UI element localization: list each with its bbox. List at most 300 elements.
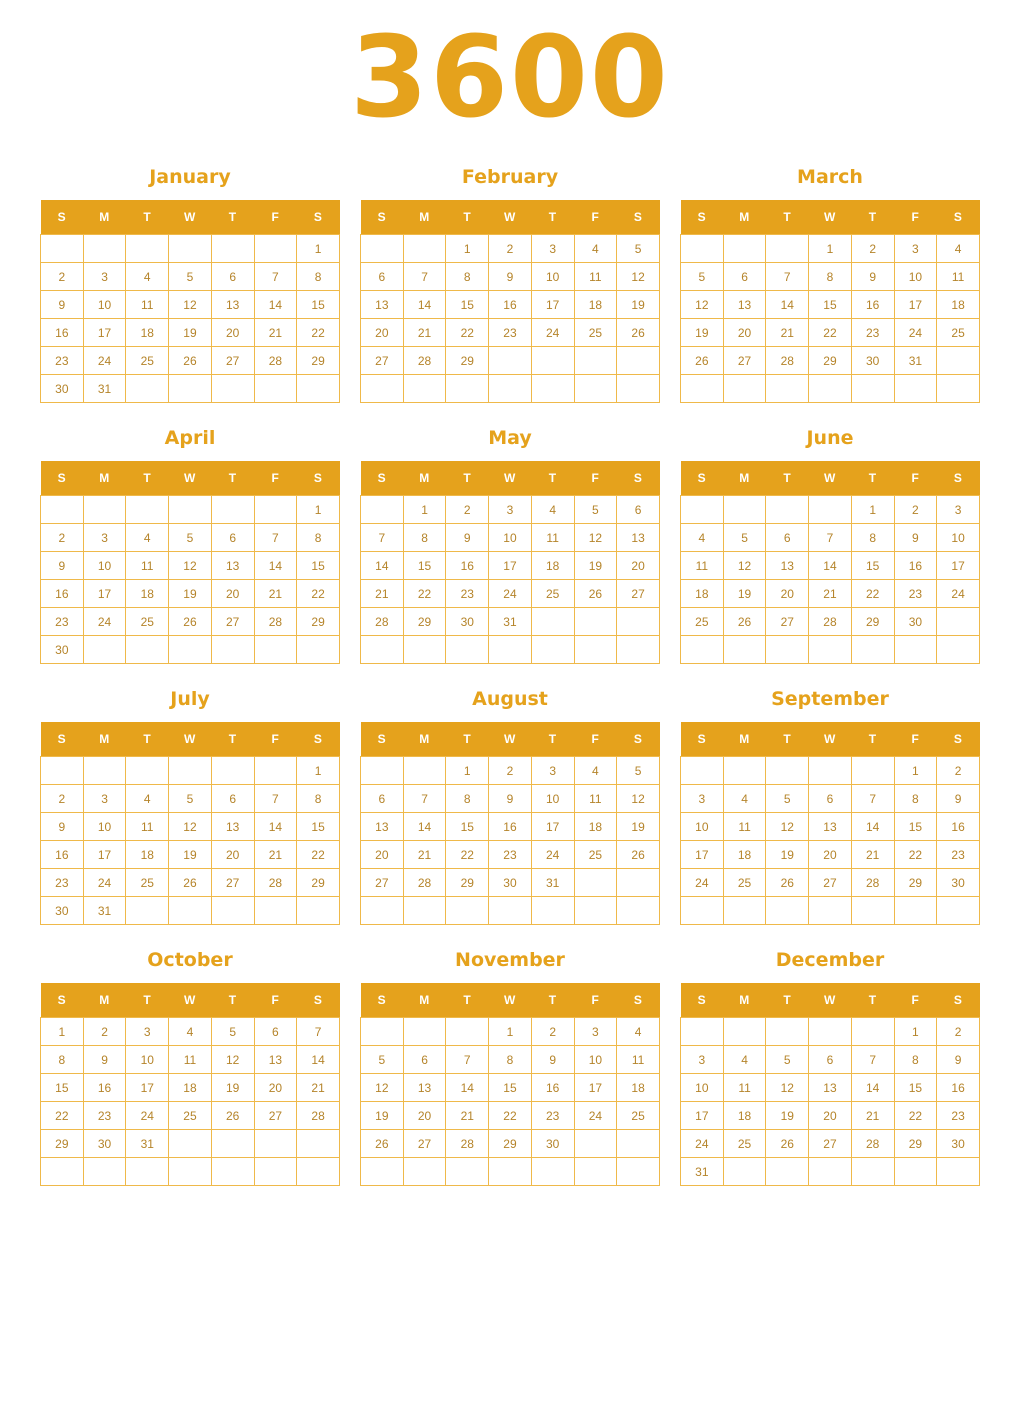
day-cell[interactable]: 6 (211, 785, 254, 813)
day-cell[interactable]: 13 (809, 813, 852, 841)
day-cell[interactable]: 24 (83, 869, 126, 897)
day-cell[interactable]: 6 (254, 1018, 297, 1046)
day-cell[interactable]: 1 (809, 235, 852, 263)
day-cell[interactable]: 20 (809, 1102, 852, 1130)
day-cell[interactable]: 5 (211, 1018, 254, 1046)
day-cell[interactable]: 6 (361, 785, 404, 813)
day-cell[interactable]: 10 (531, 263, 574, 291)
day-cell[interactable]: 2 (531, 1018, 574, 1046)
day-cell[interactable]: 15 (809, 291, 852, 319)
day-cell[interactable]: 18 (126, 580, 169, 608)
day-cell[interactable]: 11 (169, 1046, 212, 1074)
day-cell[interactable]: 5 (766, 785, 809, 813)
day-cell[interactable]: 13 (766, 552, 809, 580)
day-cell[interactable]: 18 (574, 813, 617, 841)
day-cell[interactable]: 23 (489, 841, 532, 869)
day-cell[interactable]: 25 (574, 841, 617, 869)
day-cell[interactable]: 25 (169, 1102, 212, 1130)
day-cell[interactable]: 26 (169, 608, 212, 636)
day-cell[interactable]: 29 (894, 869, 937, 897)
day-cell[interactable]: 17 (531, 813, 574, 841)
day-cell[interactable]: 31 (83, 375, 126, 403)
day-cell[interactable]: 20 (361, 841, 404, 869)
day-cell[interactable]: 8 (894, 785, 937, 813)
day-cell[interactable]: 14 (766, 291, 809, 319)
day-cell[interactable]: 27 (211, 608, 254, 636)
day-cell[interactable]: 14 (446, 1074, 489, 1102)
day-cell[interactable]: 20 (809, 841, 852, 869)
day-cell[interactable]: 1 (41, 1018, 84, 1046)
day-cell[interactable]: 11 (574, 263, 617, 291)
day-cell[interactable]: 22 (403, 580, 446, 608)
day-cell[interactable]: 21 (254, 841, 297, 869)
day-cell[interactable]: 8 (403, 524, 446, 552)
day-cell[interactable]: 13 (403, 1074, 446, 1102)
day-cell[interactable]: 7 (297, 1018, 340, 1046)
day-cell[interactable]: 24 (489, 580, 532, 608)
day-cell[interactable]: 5 (169, 524, 212, 552)
day-cell[interactable]: 25 (126, 347, 169, 375)
day-cell[interactable]: 4 (169, 1018, 212, 1046)
day-cell[interactable]: 30 (937, 1130, 980, 1158)
day-cell[interactable]: 1 (297, 235, 340, 263)
day-cell[interactable]: 1 (894, 757, 937, 785)
day-cell[interactable]: 21 (403, 319, 446, 347)
day-cell[interactable]: 2 (489, 235, 532, 263)
day-cell[interactable]: 4 (574, 235, 617, 263)
day-cell[interactable]: 25 (723, 1130, 766, 1158)
day-cell[interactable]: 6 (723, 263, 766, 291)
day-cell[interactable]: 21 (851, 841, 894, 869)
day-cell[interactable]: 17 (83, 580, 126, 608)
day-cell[interactable]: 15 (851, 552, 894, 580)
day-cell[interactable]: 17 (681, 841, 724, 869)
day-cell[interactable]: 16 (937, 813, 980, 841)
day-cell[interactable]: 24 (531, 319, 574, 347)
day-cell[interactable]: 6 (617, 496, 660, 524)
day-cell[interactable]: 6 (809, 785, 852, 813)
day-cell[interactable]: 14 (297, 1046, 340, 1074)
day-cell[interactable]: 20 (723, 319, 766, 347)
day-cell[interactable]: 28 (254, 347, 297, 375)
day-cell[interactable]: 28 (403, 347, 446, 375)
day-cell[interactable]: 28 (361, 608, 404, 636)
day-cell[interactable]: 9 (489, 263, 532, 291)
day-cell[interactable]: 5 (723, 524, 766, 552)
day-cell[interactable]: 25 (617, 1102, 660, 1130)
day-cell[interactable]: 30 (41, 636, 84, 664)
day-cell[interactable]: 2 (937, 1018, 980, 1046)
day-cell[interactable]: 23 (851, 319, 894, 347)
day-cell[interactable]: 6 (361, 263, 404, 291)
day-cell[interactable]: 22 (297, 319, 340, 347)
day-cell[interactable]: 28 (254, 869, 297, 897)
day-cell[interactable]: 11 (126, 552, 169, 580)
day-cell[interactable]: 19 (617, 813, 660, 841)
day-cell[interactable]: 8 (446, 263, 489, 291)
day-cell[interactable]: 19 (766, 841, 809, 869)
day-cell[interactable]: 14 (361, 552, 404, 580)
day-cell[interactable]: 7 (403, 263, 446, 291)
day-cell[interactable]: 13 (211, 552, 254, 580)
day-cell[interactable]: 3 (489, 496, 532, 524)
day-cell[interactable]: 18 (937, 291, 980, 319)
day-cell[interactable]: 8 (851, 524, 894, 552)
day-cell[interactable]: 4 (126, 263, 169, 291)
day-cell[interactable]: 29 (851, 608, 894, 636)
day-cell[interactable]: 1 (403, 496, 446, 524)
day-cell[interactable]: 4 (531, 496, 574, 524)
day-cell[interactable]: 16 (489, 813, 532, 841)
day-cell[interactable]: 13 (361, 291, 404, 319)
day-cell[interactable]: 18 (126, 319, 169, 347)
day-cell[interactable]: 19 (617, 291, 660, 319)
day-cell[interactable]: 26 (681, 347, 724, 375)
day-cell[interactable]: 5 (681, 263, 724, 291)
day-cell[interactable]: 22 (41, 1102, 84, 1130)
day-cell[interactable]: 29 (297, 869, 340, 897)
day-cell[interactable]: 3 (681, 1046, 724, 1074)
day-cell[interactable]: 29 (489, 1130, 532, 1158)
day-cell[interactable]: 4 (617, 1018, 660, 1046)
day-cell[interactable]: 26 (766, 869, 809, 897)
day-cell[interactable]: 1 (297, 496, 340, 524)
day-cell[interactable]: 22 (297, 580, 340, 608)
day-cell[interactable]: 7 (361, 524, 404, 552)
day-cell[interactable]: 3 (937, 496, 980, 524)
day-cell[interactable]: 30 (446, 608, 489, 636)
day-cell[interactable]: 10 (83, 552, 126, 580)
day-cell[interactable]: 27 (361, 347, 404, 375)
day-cell[interactable]: 3 (83, 524, 126, 552)
day-cell[interactable]: 31 (489, 608, 532, 636)
day-cell[interactable]: 11 (937, 263, 980, 291)
day-cell[interactable]: 31 (126, 1130, 169, 1158)
day-cell[interactable]: 2 (41, 263, 84, 291)
day-cell[interactable]: 27 (254, 1102, 297, 1130)
day-cell[interactable]: 31 (894, 347, 937, 375)
day-cell[interactable]: 1 (297, 757, 340, 785)
day-cell[interactable]: 3 (574, 1018, 617, 1046)
day-cell[interactable]: 18 (617, 1074, 660, 1102)
day-cell[interactable]: 15 (41, 1074, 84, 1102)
day-cell[interactable]: 16 (531, 1074, 574, 1102)
day-cell[interactable]: 9 (851, 263, 894, 291)
day-cell[interactable]: 4 (126, 524, 169, 552)
day-cell[interactable]: 12 (574, 524, 617, 552)
day-cell[interactable]: 7 (403, 785, 446, 813)
day-cell[interactable]: 14 (254, 813, 297, 841)
day-cell[interactable]: 23 (937, 1102, 980, 1130)
day-cell[interactable]: 29 (297, 347, 340, 375)
day-cell[interactable]: 27 (211, 347, 254, 375)
day-cell[interactable]: 19 (361, 1102, 404, 1130)
day-cell[interactable]: 6 (766, 524, 809, 552)
day-cell[interactable]: 5 (361, 1046, 404, 1074)
day-cell[interactable]: 29 (446, 869, 489, 897)
day-cell[interactable]: 15 (446, 813, 489, 841)
day-cell[interactable]: 26 (617, 841, 660, 869)
day-cell[interactable]: 30 (41, 375, 84, 403)
day-cell[interactable]: 30 (894, 608, 937, 636)
day-cell[interactable]: 18 (126, 841, 169, 869)
day-cell[interactable]: 23 (489, 319, 532, 347)
day-cell[interactable]: 22 (851, 580, 894, 608)
day-cell[interactable]: 18 (531, 552, 574, 580)
day-cell[interactable]: 3 (531, 235, 574, 263)
day-cell[interactable]: 18 (574, 291, 617, 319)
day-cell[interactable]: 19 (766, 1102, 809, 1130)
day-cell[interactable]: 9 (446, 524, 489, 552)
day-cell[interactable]: 8 (297, 263, 340, 291)
day-cell[interactable]: 2 (894, 496, 937, 524)
day-cell[interactable]: 6 (211, 524, 254, 552)
day-cell[interactable]: 30 (83, 1130, 126, 1158)
day-cell[interactable]: 25 (531, 580, 574, 608)
day-cell[interactable]: 4 (574, 757, 617, 785)
day-cell[interactable]: 13 (617, 524, 660, 552)
day-cell[interactable]: 9 (83, 1046, 126, 1074)
day-cell[interactable]: 24 (681, 869, 724, 897)
day-cell[interactable]: 11 (723, 1074, 766, 1102)
day-cell[interactable]: 10 (937, 524, 980, 552)
day-cell[interactable]: 22 (894, 1102, 937, 1130)
day-cell[interactable]: 13 (211, 813, 254, 841)
day-cell[interactable]: 7 (851, 785, 894, 813)
day-cell[interactable]: 3 (531, 757, 574, 785)
day-cell[interactable]: 30 (489, 869, 532, 897)
day-cell[interactable]: 7 (254, 785, 297, 813)
day-cell[interactable]: 31 (83, 897, 126, 925)
day-cell[interactable]: 27 (809, 869, 852, 897)
day-cell[interactable]: 10 (894, 263, 937, 291)
day-cell[interactable]: 12 (169, 291, 212, 319)
day-cell[interactable]: 24 (531, 841, 574, 869)
day-cell[interactable]: 16 (489, 291, 532, 319)
day-cell[interactable]: 23 (894, 580, 937, 608)
day-cell[interactable]: 11 (126, 813, 169, 841)
day-cell[interactable]: 10 (574, 1046, 617, 1074)
day-cell[interactable]: 15 (894, 813, 937, 841)
day-cell[interactable]: 14 (851, 1074, 894, 1102)
day-cell[interactable]: 5 (617, 235, 660, 263)
day-cell[interactable]: 16 (41, 580, 84, 608)
day-cell[interactable]: 29 (809, 347, 852, 375)
day-cell[interactable]: 22 (297, 841, 340, 869)
day-cell[interactable]: 8 (41, 1046, 84, 1074)
day-cell[interactable]: 20 (211, 841, 254, 869)
day-cell[interactable]: 27 (809, 1130, 852, 1158)
day-cell[interactable]: 16 (41, 319, 84, 347)
day-cell[interactable]: 24 (681, 1130, 724, 1158)
day-cell[interactable]: 11 (574, 785, 617, 813)
day-cell[interactable]: 28 (851, 869, 894, 897)
day-cell[interactable]: 7 (851, 1046, 894, 1074)
day-cell[interactable]: 15 (489, 1074, 532, 1102)
day-cell[interactable]: 30 (937, 869, 980, 897)
day-cell[interactable]: 25 (126, 608, 169, 636)
day-cell[interactable]: 7 (809, 524, 852, 552)
day-cell[interactable]: 5 (169, 263, 212, 291)
day-cell[interactable]: 17 (531, 291, 574, 319)
day-cell[interactable]: 27 (211, 869, 254, 897)
day-cell[interactable]: 17 (83, 841, 126, 869)
day-cell[interactable]: 24 (83, 608, 126, 636)
day-cell[interactable]: 22 (489, 1102, 532, 1130)
day-cell[interactable]: 12 (766, 813, 809, 841)
day-cell[interactable]: 27 (403, 1130, 446, 1158)
day-cell[interactable]: 21 (851, 1102, 894, 1130)
day-cell[interactable]: 2 (41, 524, 84, 552)
day-cell[interactable]: 23 (41, 347, 84, 375)
day-cell[interactable]: 12 (617, 785, 660, 813)
day-cell[interactable]: 8 (809, 263, 852, 291)
day-cell[interactable]: 24 (937, 580, 980, 608)
day-cell[interactable]: 17 (83, 319, 126, 347)
day-cell[interactable]: 16 (894, 552, 937, 580)
day-cell[interactable]: 30 (531, 1130, 574, 1158)
day-cell[interactable]: 17 (937, 552, 980, 580)
day-cell[interactable]: 3 (126, 1018, 169, 1046)
day-cell[interactable]: 10 (531, 785, 574, 813)
day-cell[interactable]: 14 (403, 813, 446, 841)
day-cell[interactable]: 2 (41, 785, 84, 813)
day-cell[interactable]: 14 (809, 552, 852, 580)
day-cell[interactable]: 29 (403, 608, 446, 636)
day-cell[interactable]: 17 (681, 1102, 724, 1130)
day-cell[interactable]: 23 (531, 1102, 574, 1130)
day-cell[interactable]: 15 (403, 552, 446, 580)
day-cell[interactable]: 21 (361, 580, 404, 608)
day-cell[interactable]: 28 (809, 608, 852, 636)
day-cell[interactable]: 22 (446, 841, 489, 869)
day-cell[interactable]: 4 (723, 1046, 766, 1074)
day-cell[interactable]: 30 (851, 347, 894, 375)
day-cell[interactable]: 15 (894, 1074, 937, 1102)
day-cell[interactable]: 28 (851, 1130, 894, 1158)
day-cell[interactable]: 17 (489, 552, 532, 580)
day-cell[interactable]: 29 (446, 347, 489, 375)
day-cell[interactable]: 12 (169, 552, 212, 580)
day-cell[interactable]: 10 (489, 524, 532, 552)
day-cell[interactable]: 23 (937, 841, 980, 869)
day-cell[interactable]: 9 (41, 813, 84, 841)
day-cell[interactable]: 27 (361, 869, 404, 897)
day-cell[interactable]: 9 (937, 1046, 980, 1074)
day-cell[interactable]: 19 (169, 580, 212, 608)
day-cell[interactable]: 21 (254, 580, 297, 608)
day-cell[interactable]: 15 (297, 552, 340, 580)
day-cell[interactable]: 9 (531, 1046, 574, 1074)
day-cell[interactable]: 27 (766, 608, 809, 636)
day-cell[interactable]: 28 (766, 347, 809, 375)
day-cell[interactable]: 29 (41, 1130, 84, 1158)
day-cell[interactable]: 27 (723, 347, 766, 375)
day-cell[interactable]: 2 (851, 235, 894, 263)
day-cell[interactable]: 31 (681, 1158, 724, 1186)
day-cell[interactable]: 21 (809, 580, 852, 608)
day-cell[interactable]: 17 (574, 1074, 617, 1102)
day-cell[interactable]: 5 (169, 785, 212, 813)
day-cell[interactable]: 6 (403, 1046, 446, 1074)
day-cell[interactable]: 8 (489, 1046, 532, 1074)
day-cell[interactable]: 6 (809, 1046, 852, 1074)
day-cell[interactable]: 24 (574, 1102, 617, 1130)
day-cell[interactable]: 12 (211, 1046, 254, 1074)
day-cell[interactable]: 17 (126, 1074, 169, 1102)
day-cell[interactable]: 2 (446, 496, 489, 524)
day-cell[interactable]: 10 (681, 813, 724, 841)
day-cell[interactable]: 18 (681, 580, 724, 608)
day-cell[interactable]: 30 (41, 897, 84, 925)
day-cell[interactable]: 24 (894, 319, 937, 347)
day-cell[interactable]: 14 (851, 813, 894, 841)
day-cell[interactable]: 26 (574, 580, 617, 608)
day-cell[interactable]: 3 (681, 785, 724, 813)
day-cell[interactable]: 28 (254, 608, 297, 636)
day-cell[interactable]: 21 (297, 1074, 340, 1102)
day-cell[interactable]: 24 (126, 1102, 169, 1130)
day-cell[interactable]: 7 (254, 263, 297, 291)
day-cell[interactable]: 16 (851, 291, 894, 319)
day-cell[interactable]: 12 (766, 1074, 809, 1102)
day-cell[interactable]: 3 (894, 235, 937, 263)
day-cell[interactable]: 26 (361, 1130, 404, 1158)
day-cell[interactable]: 11 (531, 524, 574, 552)
day-cell[interactable]: 19 (723, 580, 766, 608)
day-cell[interactable]: 16 (83, 1074, 126, 1102)
day-cell[interactable]: 28 (297, 1102, 340, 1130)
day-cell[interactable]: 12 (617, 263, 660, 291)
day-cell[interactable]: 9 (489, 785, 532, 813)
day-cell[interactable]: 11 (681, 552, 724, 580)
day-cell[interactable]: 21 (766, 319, 809, 347)
day-cell[interactable]: 2 (83, 1018, 126, 1046)
day-cell[interactable]: 8 (894, 1046, 937, 1074)
day-cell[interactable]: 4 (681, 524, 724, 552)
day-cell[interactable]: 15 (297, 291, 340, 319)
day-cell[interactable]: 12 (723, 552, 766, 580)
day-cell[interactable]: 25 (574, 319, 617, 347)
day-cell[interactable]: 23 (446, 580, 489, 608)
day-cell[interactable]: 7 (766, 263, 809, 291)
day-cell[interactable]: 15 (446, 291, 489, 319)
day-cell[interactable]: 23 (83, 1102, 126, 1130)
day-cell[interactable]: 29 (894, 1130, 937, 1158)
day-cell[interactable]: 25 (126, 869, 169, 897)
day-cell[interactable]: 7 (254, 524, 297, 552)
day-cell[interactable]: 26 (617, 319, 660, 347)
day-cell[interactable]: 9 (41, 291, 84, 319)
day-cell[interactable]: 1 (894, 1018, 937, 1046)
day-cell[interactable]: 20 (617, 552, 660, 580)
day-cell[interactable]: 20 (403, 1102, 446, 1130)
day-cell[interactable]: 16 (937, 1074, 980, 1102)
day-cell[interactable]: 13 (211, 291, 254, 319)
day-cell[interactable]: 8 (297, 524, 340, 552)
day-cell[interactable]: 25 (723, 869, 766, 897)
day-cell[interactable]: 16 (446, 552, 489, 580)
day-cell[interactable]: 20 (361, 319, 404, 347)
day-cell[interactable]: 12 (681, 291, 724, 319)
day-cell[interactable]: 31 (531, 869, 574, 897)
day-cell[interactable]: 26 (766, 1130, 809, 1158)
day-cell[interactable]: 18 (723, 841, 766, 869)
day-cell[interactable]: 12 (361, 1074, 404, 1102)
day-cell[interactable]: 24 (83, 347, 126, 375)
day-cell[interactable]: 5 (574, 496, 617, 524)
day-cell[interactable]: 23 (41, 608, 84, 636)
